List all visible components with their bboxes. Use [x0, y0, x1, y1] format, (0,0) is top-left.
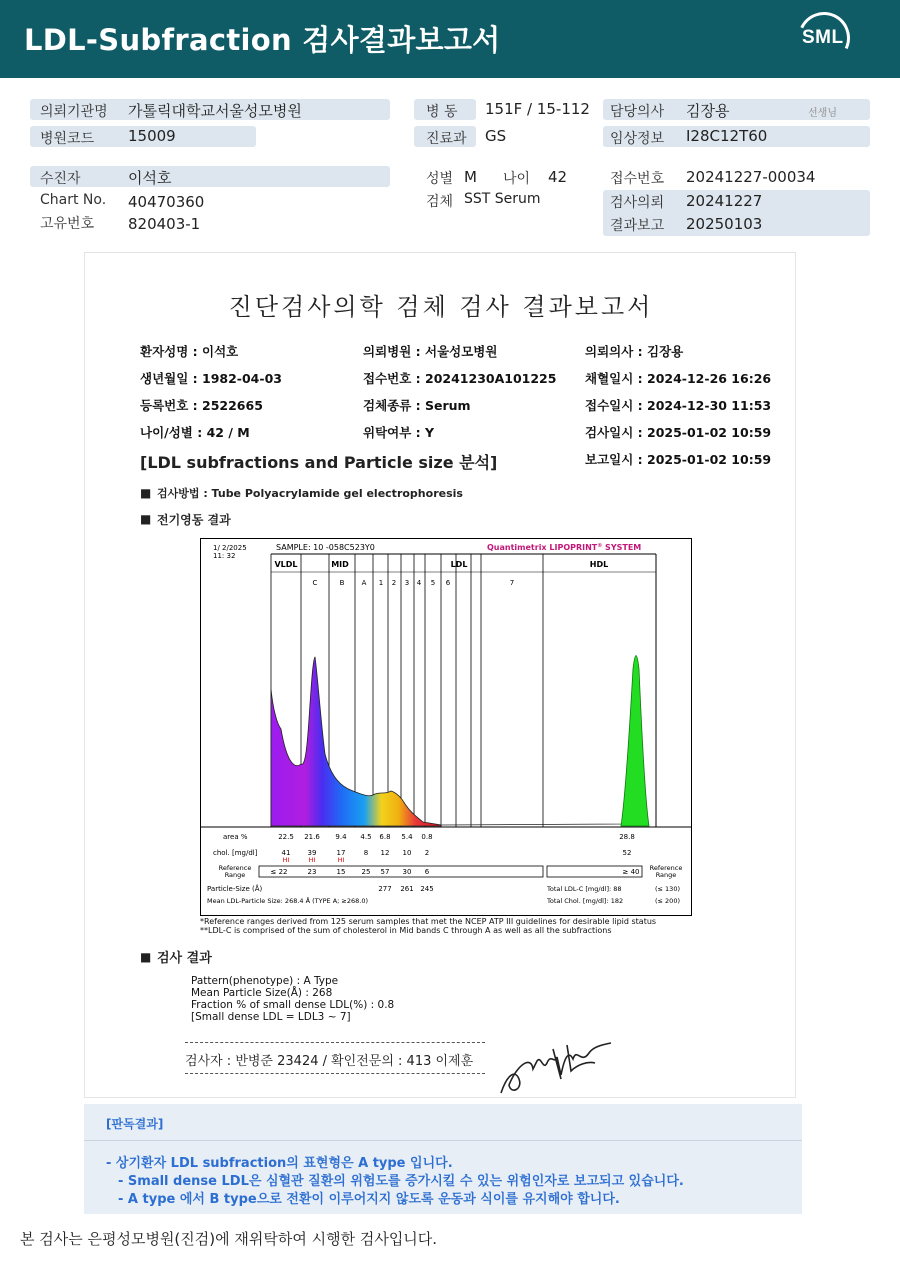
area-value-1: 21.6: [304, 833, 320, 841]
row-label-ref-right-2: Range: [655, 871, 677, 879]
receipt-label: 접수번호: [610, 171, 665, 187]
band-label-4: 4: [416, 579, 422, 587]
section-title: [LDL subfractions and Particle size 분석]: [140, 453, 498, 472]
area-value-3: 4.5: [360, 833, 372, 841]
band-label-a: A: [361, 579, 367, 587]
footnote-1: *Reference ranges derived from 125 serum samples that met the NCEP ATP III guidelines for desirable lipid status: [200, 917, 657, 926]
hi-flag-1: HI: [308, 856, 316, 864]
lipoprint-svg: [201, 539, 691, 915]
ref-range-box-left: [259, 866, 543, 877]
area-value-5: 5.4: [401, 833, 413, 841]
band-label-1: 1: [378, 579, 384, 587]
band-label-3: 3: [404, 579, 410, 587]
lab-report-document: [84, 252, 796, 1098]
result-sdldl: [Small dense LDL = LDL3 ~ 7]: [191, 1011, 351, 1023]
ref-value-4: 57: [380, 868, 390, 876]
chol-value-1: 39: [307, 849, 317, 857]
institution-value: 가톨릭대학교서울성모병원: [128, 102, 302, 120]
ref-value-6: 6: [424, 868, 430, 876]
report-title: LDL-Subfraction 검사결과보고서: [24, 23, 501, 57]
result-mean-size: Mean Particle Size(Å) : 268: [191, 987, 333, 999]
hospital-code-value: 15009: [128, 127, 176, 145]
ward-label: 병 동: [426, 104, 458, 120]
patient-bar: [30, 166, 390, 187]
chart-date: 1/ 2/2025: [213, 544, 247, 552]
report-value: 20250103: [686, 215, 763, 233]
result-fraction: Fraction % of small dense LDL(%) : 0.8: [191, 999, 395, 1011]
field-patient-name: 환자성명 : 이석호: [140, 344, 239, 359]
lipoprint-chart: [200, 538, 692, 916]
interpretation-box: [84, 1104, 802, 1214]
field-reg: 등록번호 : 2522665: [140, 398, 263, 413]
chol-value-7: 52: [622, 849, 632, 857]
chol-value-0: 41: [281, 849, 291, 857]
chart-no-label: Chart No.: [40, 192, 107, 208]
field-reported: 보고일시 : 2025-01-02 10:59: [585, 452, 772, 467]
ldl-vldl-peak-area: [271, 657, 441, 826]
interpretation-title: [판독결과]: [106, 1117, 164, 1131]
reconsign-note: 본 검사는 은평성모병원(진검)에 재위탁하여 시행한 검사입니다.: [20, 1230, 438, 1248]
ref-value-3: 25: [361, 868, 371, 876]
clinical-value: I28C12T60: [686, 127, 768, 145]
specimen-label: 검체: [426, 194, 454, 210]
chol-value-4: 12: [380, 849, 390, 857]
row-label-chol: chol. [mg/dl]: [213, 849, 258, 857]
band-label-5: 5: [430, 579, 436, 587]
logo-text: SML: [802, 27, 844, 48]
total-chol-ref: (≤ 200): [655, 897, 680, 905]
ref-value-1: 23: [307, 868, 317, 876]
band-group-vldl: VLDL: [274, 560, 298, 569]
band-label-c: C: [312, 579, 318, 587]
field-specimen: 검체종류 : Serum: [363, 398, 471, 413]
ref-value-7: ≥ 40: [622, 868, 640, 876]
sign-line-bottom: [185, 1073, 485, 1074]
total-chol: Total Chol. [mg/dl]: 182: [547, 897, 624, 905]
chart-sample: SAMPLE: 10 -058C523Y0: [276, 543, 375, 552]
result-pattern: Pattern(phenotype) : A Type: [191, 975, 339, 987]
hospital-code-label: 병원코드: [40, 131, 95, 147]
signature-image: [497, 1035, 617, 1099]
chol-value-3: 8: [363, 849, 369, 857]
sex-label: 성별: [426, 171, 454, 187]
size-value-0: 277: [378, 885, 392, 893]
band-group-ldl: LDL: [450, 560, 468, 569]
dept-value: GS: [485, 127, 507, 145]
field-age-sex: 나이/성별 : 42 / M: [140, 425, 250, 440]
sex-value: M: [464, 168, 477, 186]
age-label: 나이: [503, 171, 531, 187]
row-label-ref-2: Range: [224, 871, 246, 879]
field-doctor: 의뢰의사 : 김장용: [585, 344, 684, 359]
footnote-2: **LDL-C is comprised of the sum of cholesterol in Mid bands C through A as well as all the subfractions: [200, 926, 612, 935]
interpretation-divider: [84, 1140, 802, 1141]
method-bullet: ■: [140, 486, 152, 500]
report-label: 결과보고: [610, 218, 665, 234]
band-group-hdl: HDL: [589, 560, 609, 569]
band-label-b: B: [339, 579, 345, 587]
baseline-trace: [441, 823, 631, 826]
area-value-7: 28.8: [619, 833, 635, 841]
band-label-2: 2: [391, 579, 397, 587]
area-value-2: 9.4: [335, 833, 347, 841]
id-value: 820403-1: [128, 215, 201, 233]
result-bullet: ■: [140, 950, 152, 964]
field-birth: 생년월일 : 1982-04-03: [140, 371, 282, 386]
dept-label: 진료과: [426, 131, 467, 147]
row-label-mean: Mean LDL-Particle Size: 268.4 Å (TYPE A; ≥268.0): [207, 897, 368, 905]
chart-time: 11: 32: [213, 552, 236, 560]
receipt-value: 20241227-00034: [686, 168, 816, 186]
band-label-7: 7: [509, 579, 515, 587]
chol-value-2: 17: [336, 849, 346, 857]
ref-value-0: ≤ 22: [270, 868, 288, 876]
request-value: 20241227: [686, 192, 763, 210]
hi-flag-2: HI: [337, 856, 345, 864]
band-label-6: 6: [445, 579, 451, 587]
chart-brand-mark: ®: [597, 543, 603, 549]
interpretation-line-1: - 상기환자 LDL subfraction의 표현형은 A type 입니다.: [106, 1156, 453, 1171]
interpretation-line-3: - A type 에서 B type으로 전환이 이루어지지 않도록 운동과 식이를 유지해야 합니다.: [118, 1192, 620, 1207]
field-tested: 검사일시 : 2025-01-02 10:59: [585, 425, 772, 440]
report-header: [0, 0, 900, 78]
chol-value-5: 10: [402, 849, 412, 857]
electro-bullet: ■: [140, 512, 152, 526]
hdl-peak-area: [621, 656, 649, 827]
field-hospital: 의뢰병원 : 서울성모병원: [363, 344, 498, 359]
area-value-0: 22.5: [278, 833, 294, 841]
total-ldl-ref: (≤ 130): [655, 885, 680, 893]
method-text: 검사방법 : Tube Polyacrylamide gel electrophoresis: [157, 487, 463, 500]
interpretation-line-2: - Small dense LDL은 심혈관 질환의 위험도를 증가시킬 수 있는 위험인자로 보고되고 있습니다.: [118, 1174, 684, 1189]
patient-value: 이석호: [128, 169, 172, 187]
electro-text: 전기영동 결과: [157, 513, 231, 527]
field-received: 접수일시 : 2024-12-30 11:53: [585, 398, 772, 413]
result-title: 검사 결과: [157, 951, 212, 966]
doctor-value: 김장용: [686, 102, 730, 120]
chart-no-value: 40470360: [128, 193, 205, 211]
age-value: 42: [548, 168, 568, 186]
field-consign: 위탁여부 : Y: [363, 425, 435, 440]
field-collect: 채혈일시 : 2024-12-26 16:26: [585, 371, 772, 386]
signer-text: 검사자 : 반병준 23424 / 확인전문의 : 413 이제훈: [185, 1054, 474, 1069]
ref-value-5: 30: [402, 868, 412, 876]
size-value-1: 261: [400, 885, 414, 893]
sign-line-top: [185, 1042, 485, 1043]
hi-flag-0: HI: [282, 856, 290, 864]
id-label: 고유번호: [40, 216, 95, 232]
field-receipt: 접수번호 : 20241230A101225: [363, 371, 557, 386]
ref-value-2: 15: [336, 868, 346, 876]
request-label: 검사의뢰: [610, 195, 665, 211]
area-value-4: 6.8: [379, 833, 391, 841]
chart-brand-name: Quantimetrix LIPOPRINT: [487, 543, 598, 552]
band-group-mid: MID: [331, 560, 349, 569]
doctor-label: 담당의사: [610, 104, 665, 120]
chart-brand: [487, 543, 641, 552]
area-value-6: 0.8: [421, 833, 433, 841]
row-label-size: Particle-Size (Å): [207, 885, 263, 893]
institution-label: 의뢰기관명: [40, 104, 108, 120]
chart-brand-suffix: SYSTEM: [602, 543, 642, 552]
chol-value-6: 2: [424, 849, 430, 857]
specimen-value: SST Serum: [464, 191, 541, 207]
ward-value: 151F / 15-112: [485, 100, 590, 118]
size-value-2: 245: [420, 885, 434, 893]
clinical-label: 임상정보: [610, 131, 665, 147]
total-ldl: Total LDL-C [mg/dl]: 88: [547, 885, 622, 893]
row-label-ref-right-1: Reference: [649, 864, 683, 872]
row-label-area: area %: [223, 833, 248, 841]
patient-label: 수진자: [40, 171, 81, 187]
row-label-ref-1: Reference: [218, 864, 252, 872]
doctor-suffix: 선생님: [808, 108, 837, 119]
lab-report-title: 진단검사의학 검체 검사 결과보고서: [228, 293, 654, 321]
sml-logo: [798, 12, 854, 68]
